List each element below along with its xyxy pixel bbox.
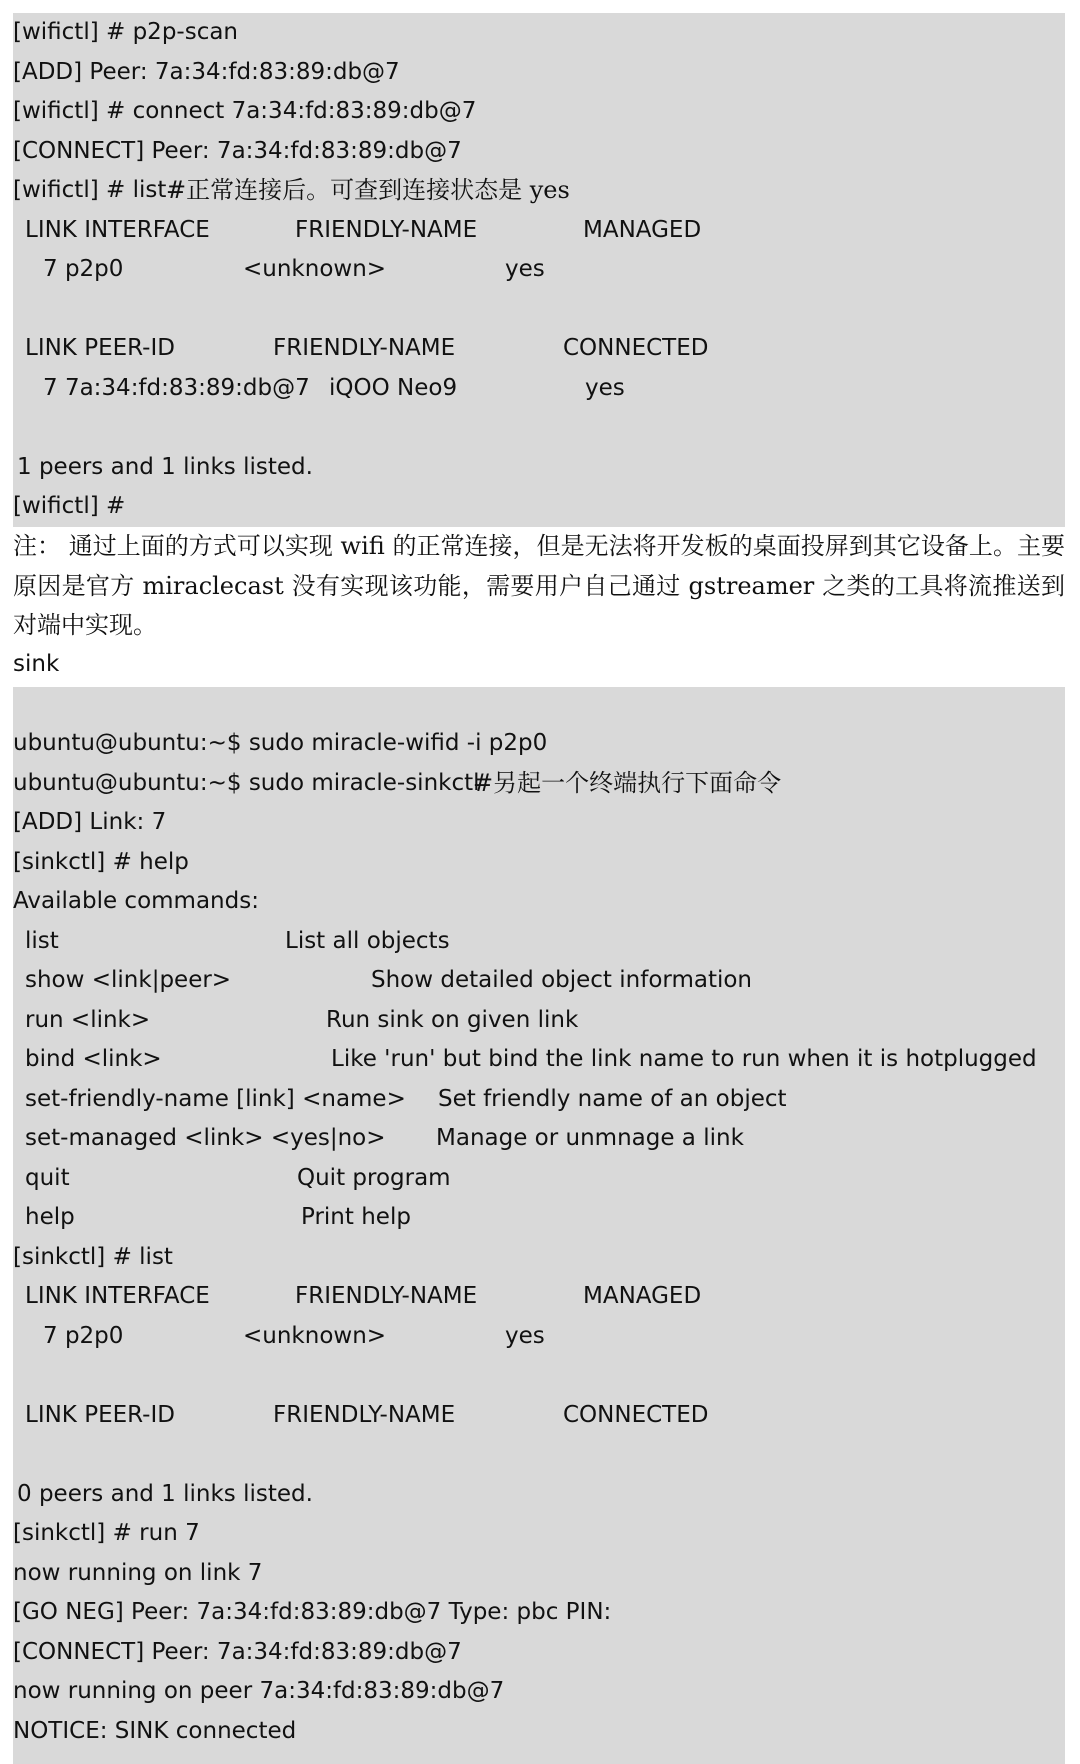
- help-description: Manage or unmnage a link: [436, 1125, 744, 1151]
- terminal-line: [sinkctl] # run 7: [13, 1520, 200, 1546]
- cell-connected: yes: [585, 374, 625, 401]
- note-paragraph: 注： 通过上面的方式可以实现 wifi 的正常连接，但是无法将开发板的桌面投屏到其它设备上。主要原因是官方 miraclecast 没有实现该功能，需要用户自己通过 gstreamer 之类的工具将流推送到对端中实现。: [13, 532, 1065, 639]
- cell-friendly-name: <unknown>: [243, 256, 387, 282]
- help-command: set-managed <link> <yes|no>: [25, 1125, 386, 1151]
- help-description: Like 'run' but bind the link name to run when it is hotplugged: [331, 1046, 1037, 1072]
- terminal-line: [wifictl] # connect 7a:34:fd:83:89:db@7: [13, 98, 477, 124]
- peer-table-row: [13, 369, 913, 409]
- sinkctl-comment: #另起一个终端执行下面命令: [473, 768, 782, 797]
- help-description: Set friendly name of an object: [438, 1085, 787, 1112]
- header-managed: MANAGED: [583, 216, 702, 243]
- help-command: run <link>: [25, 1006, 151, 1033]
- terminal-line: [sinkctl] # list: [13, 1243, 173, 1270]
- help-row: [13, 922, 1053, 962]
- peer-table-header: [13, 1396, 913, 1436]
- terminal-line: Available commands:: [13, 888, 259, 914]
- header-friendly-name: FRIENDLY-NAME: [295, 216, 478, 243]
- help-command: help: [25, 1204, 75, 1230]
- terminal-line: [GO NEG] Peer: 7a:34:fd:83:89:db@7 Type: pbc PIN:: [13, 1599, 612, 1625]
- cell-interface: 7 p2p0: [43, 1322, 124, 1349]
- help-description: Show detailed object information: [371, 967, 753, 993]
- terminal-line: [ADD] Link: 7: [13, 809, 167, 835]
- help-row: [13, 1159, 1053, 1199]
- header-friendly-name: FRIENDLY-NAME: [295, 1283, 478, 1309]
- terminal-line: now running on link 7: [13, 1559, 263, 1586]
- header-connected: CONNECTED: [563, 335, 709, 361]
- cell-peer-id: 7 7a:34:fd:83:89:db@7: [43, 374, 310, 401]
- help-row: [13, 1198, 1053, 1238]
- terminal-line: [CONNECT] Peer: 7a:34:fd:83:89:db@7: [13, 137, 462, 164]
- help-command: quit: [25, 1164, 70, 1191]
- cell-friendly-name: <unknown>: [243, 1322, 387, 1349]
- link-table-row: [13, 250, 913, 290]
- terminal-line: [CONNECT] Peer: 7a:34:fd:83:89:db@7: [13, 1638, 462, 1665]
- header-friendly-name: FRIENDLY-NAME: [273, 335, 456, 361]
- header-link-interface: LINK INTERFACE: [25, 1283, 210, 1309]
- cell-managed: yes: [505, 256, 545, 282]
- sinkctl-command: ubuntu@ubuntu:~$ sudo miracle-sinkctl: [13, 769, 480, 796]
- cell-friendly-name: iQOO Neo9: [329, 374, 458, 401]
- terminal-line: [ADD] Peer: 7a:34:fd:83:89:db@7: [13, 58, 400, 85]
- list-summary: 1 peers and 1 links listed.: [17, 453, 313, 480]
- help-row: [13, 1119, 1053, 1159]
- terminal-line: NOTICE: SINK connected: [13, 1717, 297, 1744]
- header-link-interface: LINK INTERFACE: [25, 216, 210, 243]
- help-description: Run sink on given link: [326, 1006, 579, 1033]
- terminal-line: [wifictl] # p2p-scan: [13, 19, 239, 45]
- section-label-sink: sink: [13, 651, 60, 677]
- terminal-line: now running on peer 7a:34:fd:83:89:db@7: [13, 1678, 505, 1704]
- header-managed: MANAGED: [583, 1283, 702, 1309]
- header-connected: CONNECTED: [563, 1401, 709, 1428]
- help-command: bind <link>: [25, 1046, 162, 1072]
- terminal-line: [sinkctl] # help: [13, 848, 189, 875]
- list-summary: 0 peers and 1 links listed.: [17, 1480, 313, 1507]
- help-row: [13, 961, 1053, 1001]
- terminal-line-sinkctl: [13, 764, 913, 804]
- header-link-peer-id: LINK PEER-ID: [25, 1401, 175, 1428]
- help-row: [13, 1080, 1053, 1120]
- help-description: Quit program: [297, 1164, 451, 1191]
- link-table-header: [13, 1277, 913, 1317]
- list-command: [wifictl] # list: [13, 177, 167, 203]
- cell-managed: yes: [505, 1322, 545, 1349]
- header-link-peer-id: LINK PEER-ID: [25, 335, 175, 361]
- help-row: [13, 1040, 1053, 1080]
- terminal-line: ubuntu@ubuntu:~$ sudo miracle-wifid -i p2p0: [13, 730, 548, 756]
- terminal-line-list: [13, 171, 713, 211]
- cell-interface: 7 p2p0: [43, 256, 124, 282]
- help-description: List all objects: [285, 927, 450, 954]
- help-command: set-friendly-name [link] <name>: [25, 1085, 406, 1112]
- header-friendly-name: FRIENDLY-NAME: [273, 1401, 456, 1428]
- help-command: show <link|peer>: [25, 967, 232, 993]
- help-row: [13, 1001, 1053, 1041]
- help-description: Print help: [301, 1204, 411, 1230]
- link-table-header: [13, 211, 913, 251]
- list-comment: #正常连接后。可查到连接状态是 yes: [166, 176, 570, 204]
- link-table-row: [13, 1317, 913, 1357]
- terminal-prompt: [wifictl] #: [13, 493, 126, 519]
- help-command: list: [25, 927, 59, 954]
- peer-table-header: [13, 329, 913, 369]
